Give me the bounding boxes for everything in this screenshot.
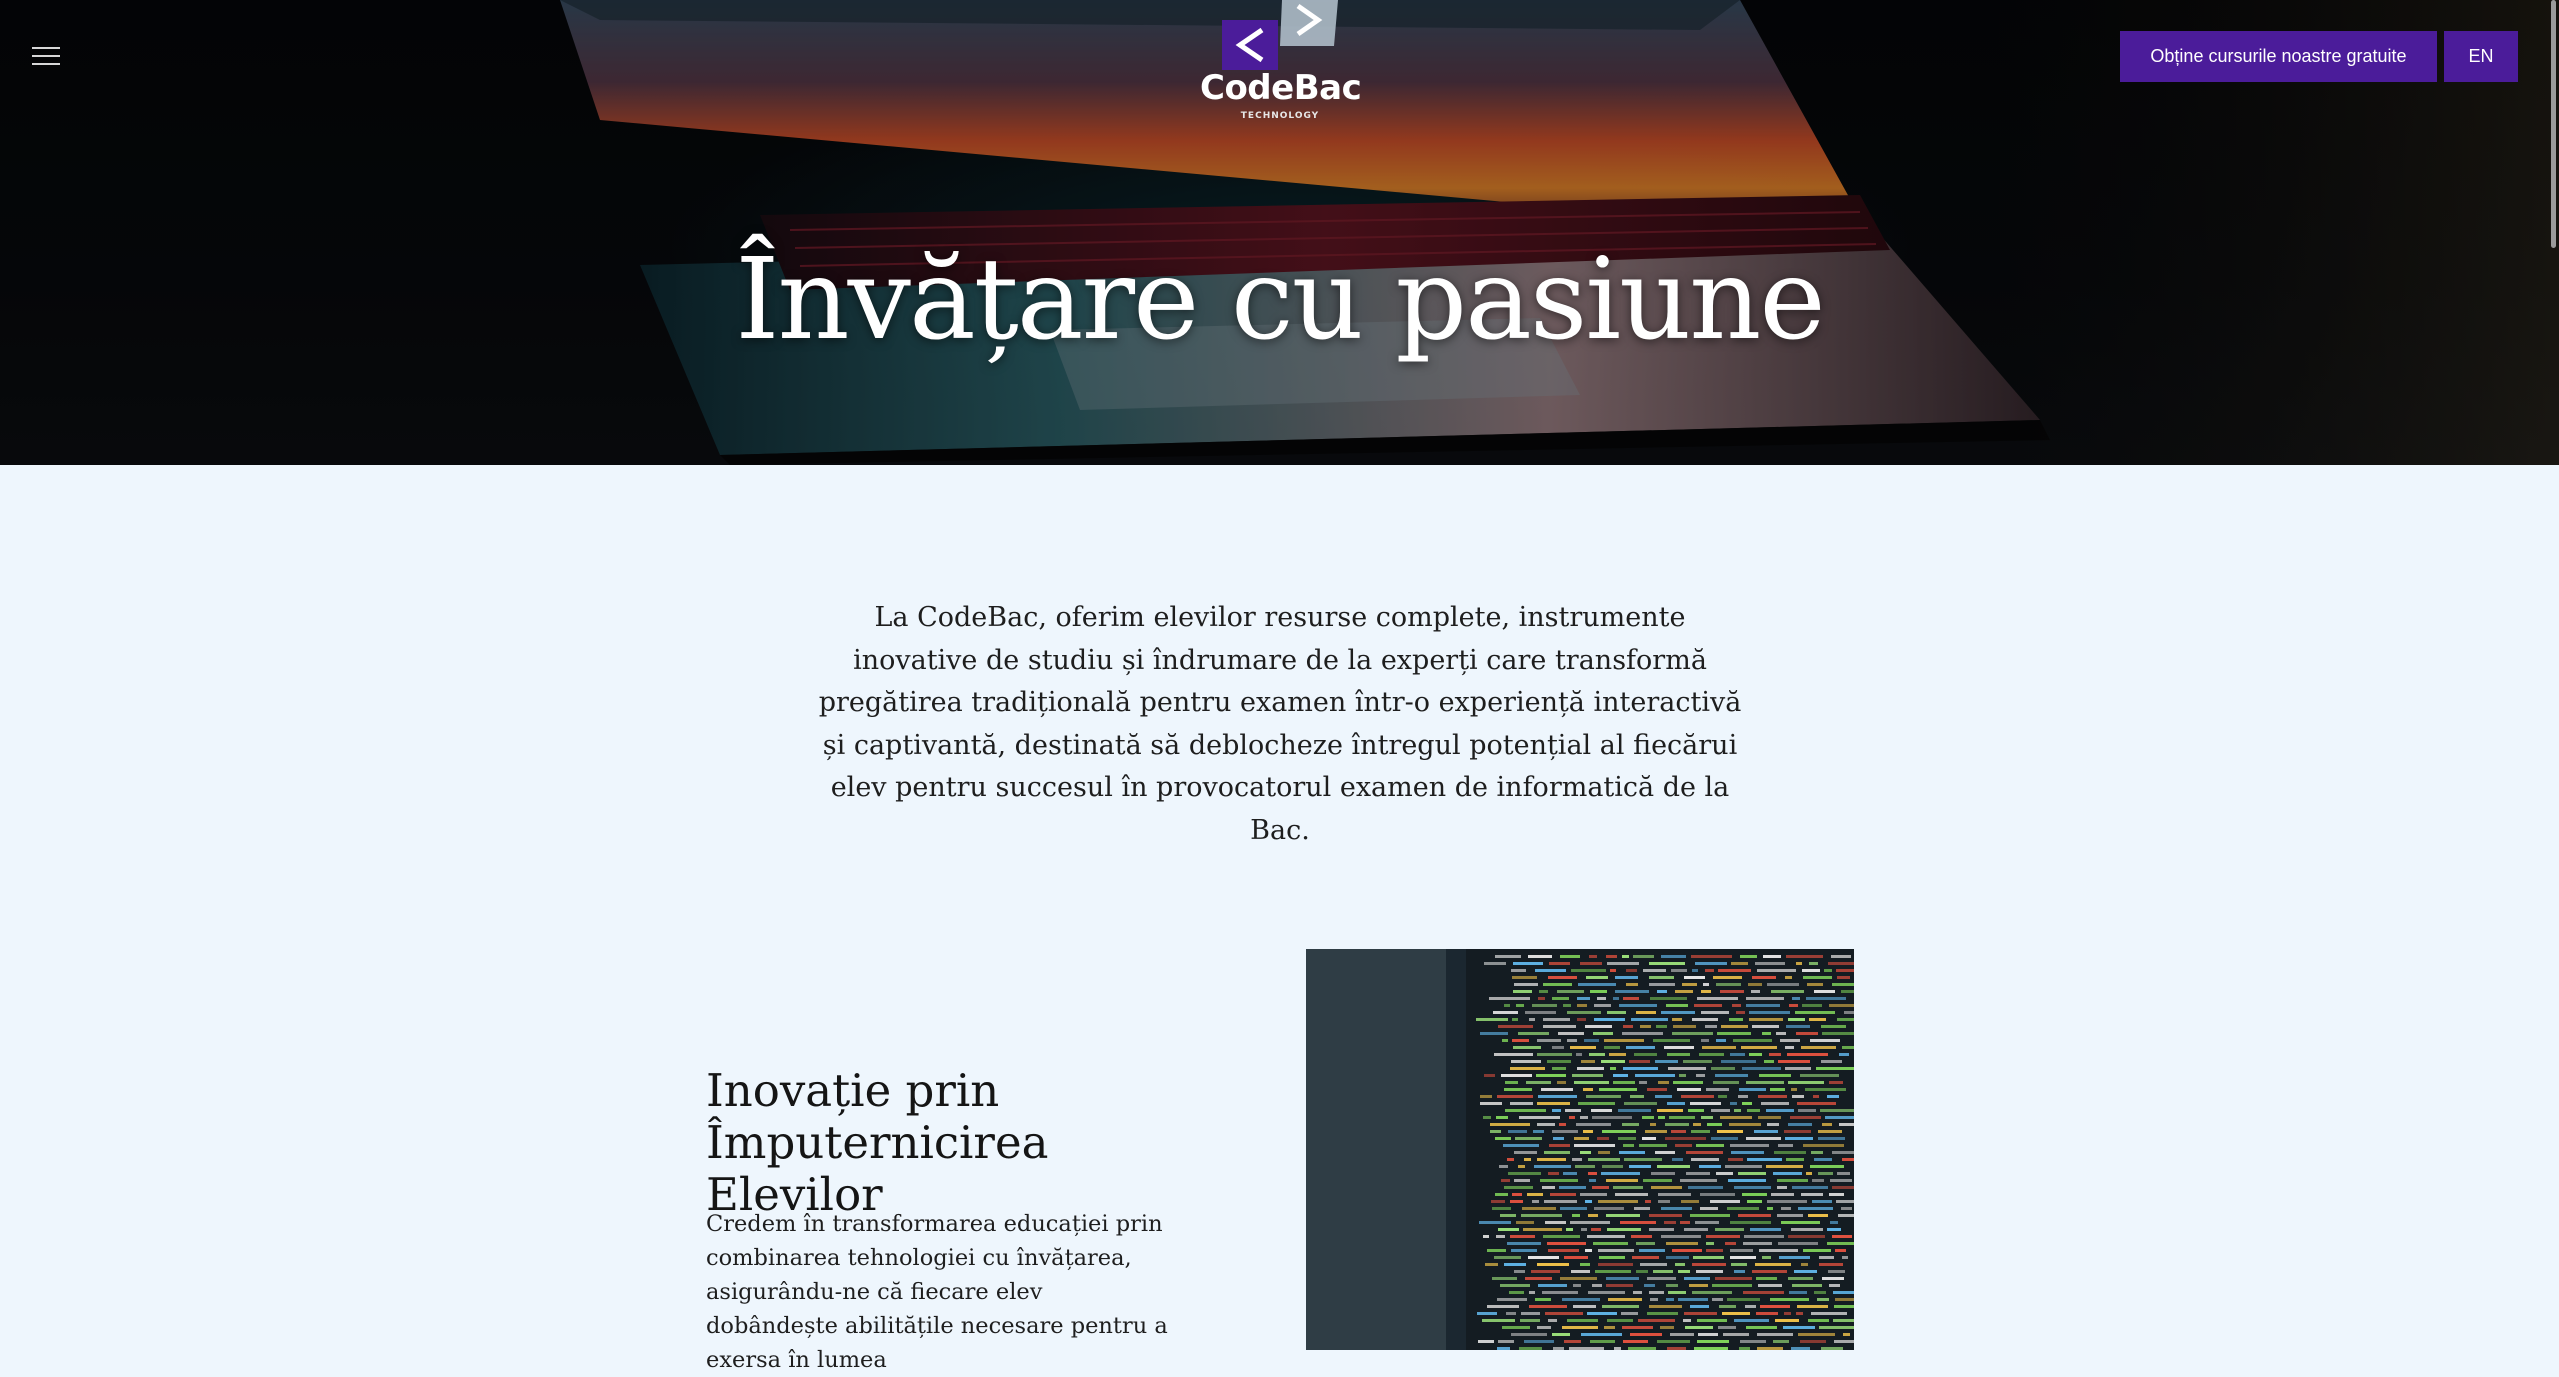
hero-section [0,0,2559,465]
code-screen-graphic [1306,949,1854,1350]
scrollbar-thumb[interactable] [2551,0,2556,248]
code-screen-image [1306,949,1854,1350]
feature-text: Credem în transformarea educației prin combinarea tehnologiei cu învățarea, asigurându-ne că fiecare elev dobândește abilitățile necesare pentru a exersa în lumea [706,1211,1168,1373]
code-brackets-logo-icon [1200,0,1360,70]
feature-title: Inovație prin Împuternicirea Elevilor [706,1064,1049,1221]
logo-name: CodeBac [1200,68,1362,108]
free-courses-button[interactable]: Obține cursurile noastre gratuite [2120,31,2437,82]
scrollbar[interactable] [2547,0,2559,1350]
hero-title: Învățare cu pasiune [735,235,1824,365]
intro-paragraph: La CodeBac, oferim elevilor resurse complete, instrumente inovative de studiu și îndrumare de la experți care transformă pregătirea tradițională pentru examen într-o experiență interactivă și captivantă, destinată să deblocheze întregul potențial al fiecărui elev pentru succesul în provocatorul examen de informatică de la Bac. [818,602,1742,846]
codebac-logo[interactable] [1200,0,1360,130]
hamburger-menu-icon[interactable] [30,44,64,68]
logo-tagline: TECHNOLOGY [1240,111,1320,121]
language-switch-button[interactable]: EN [2444,31,2518,82]
